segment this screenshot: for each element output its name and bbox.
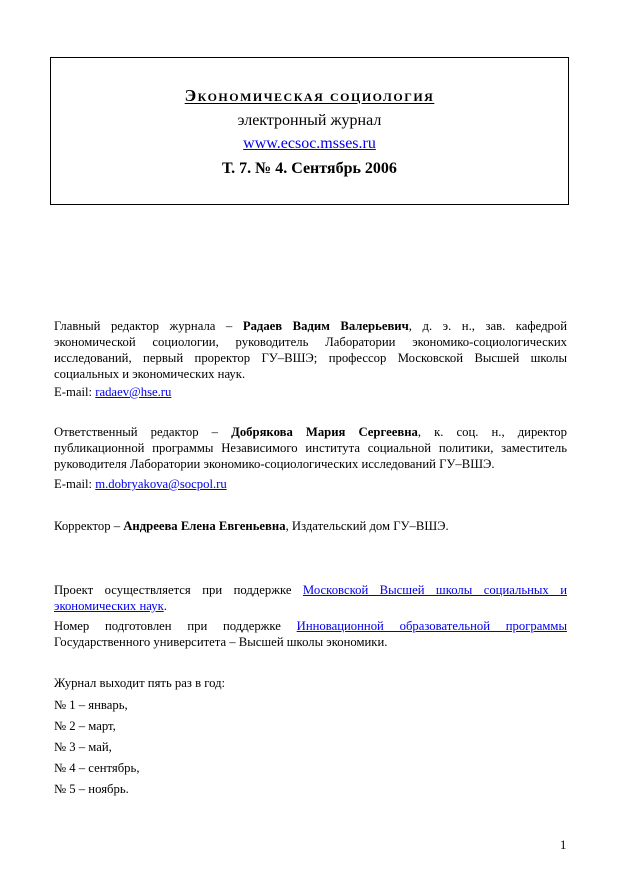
- chief-editor-name: Радаев Вадим Валерьевич: [242, 319, 409, 333]
- prepared-paragraph: [54, 618, 567, 650]
- managing-editor-email-link[interactable]: m.dobryakova@socpol.ru: [95, 477, 227, 491]
- managing-editor-paragraph: [54, 424, 567, 472]
- managing-editor-email-line: [54, 476, 227, 492]
- journal-header-box: [50, 57, 569, 205]
- prepared-text: Номер подготовлен при поддержке: [54, 619, 297, 633]
- schedule-item: № 1 – январь,: [54, 698, 128, 712]
- chief-editor-description: , д. э. н., зав. кафедрой экономической социологии, руководитель Лаборатории экономико-социологических исследований, первый проректор ГУ–ВШЭ; профессор Московской Высшей школы социальных и экономических наук.: [54, 319, 568, 381]
- managing-editor-email-label: E-mail:: [54, 477, 96, 491]
- support-link[interactable]: Московской Высшей школы социальных и экономических наук: [54, 583, 567, 613]
- corrector-name: Андреева Елена Евгеньевна: [123, 519, 286, 533]
- schedule-intro: Журнал выходит пять раз в год:: [54, 676, 226, 690]
- managing-editor-description: , к. соц. н., директор публикационной программы Независимого института социальной политики, заместитель руководителя Лаборатории экономико-социологических исследований ГУ–ВШЭ.: [54, 425, 567, 471]
- managing-editor-name: Добрякова Мария Сергеевна: [231, 425, 418, 439]
- chief-editor-prefix: Главный редактор журнала –: [54, 319, 233, 333]
- chief-editor-paragraph: [54, 318, 567, 382]
- corrector-line: [54, 518, 449, 534]
- chief-editor-email-line: [54, 384, 171, 400]
- support-paragraph: [54, 582, 567, 614]
- journal-url-link[interactable]: www.ecsoc.msses.ru: [243, 135, 376, 152]
- journal-title: Экономическая социология: [184, 86, 435, 105]
- prepared-end: Государственного университета – Высшей школы экономики.: [54, 635, 388, 649]
- chief-editor-email-label: E-mail:: [54, 385, 96, 399]
- page-number: 1: [560, 838, 567, 852]
- schedule-item: № 3 – май,: [54, 740, 112, 754]
- schedule-item: № 2 – март,: [54, 719, 116, 733]
- corrector-description: , Издательский дом ГУ–ВШЭ.: [285, 519, 449, 533]
- managing-editor-prefix: Ответственный редактор –: [54, 425, 219, 439]
- support-end: .: [163, 599, 167, 613]
- chief-editor-email-link[interactable]: radaev@hse.ru: [95, 385, 172, 399]
- prepared-link[interactable]: Инновационной образовательной программы: [296, 619, 567, 633]
- journal-subtitle: электронный журнал: [237, 112, 382, 129]
- schedule-item: № 4 – сентябрь,: [54, 761, 140, 775]
- journal-issue: Т. 7. № 4. Сентябрь 2006: [222, 160, 397, 177]
- corrector-prefix: Корректор –: [54, 519, 121, 533]
- support-text: Проект осуществляется при поддержке: [54, 583, 303, 597]
- schedule-item: № 5 – ноябрь.: [54, 782, 129, 796]
